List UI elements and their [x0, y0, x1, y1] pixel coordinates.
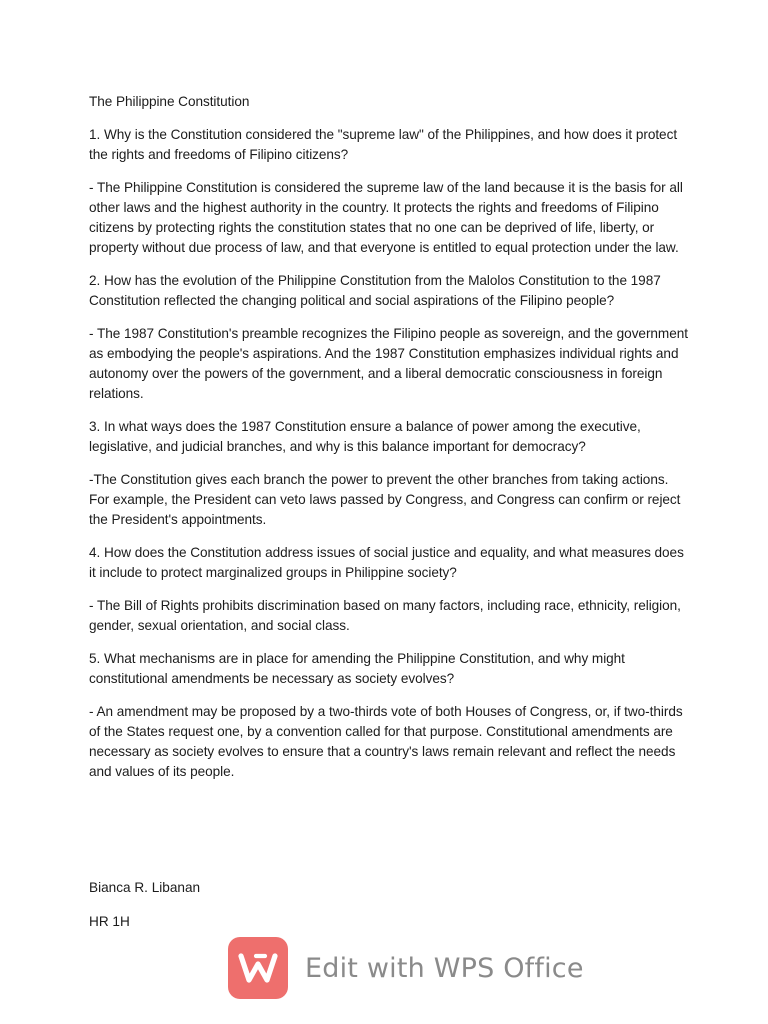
document-title: The Philippine Constitution [89, 94, 250, 109]
class-section: HR 1H [89, 914, 130, 929]
question-5: 5. What mechanisms are in place for amending the Philippine Constitution, and why might constitutional amendments be necessary as society evolves? [89, 651, 625, 686]
answer-5: - An amendment may be proposed by a two-thirds vote of both Houses of Congress, or, if two-thirds of the States request one, by a convention called for that purpose. Constitutional amendments are necessary as society evolves to ensure that a country's laws remain relevant and reflect the needs and values of its people. [89, 704, 683, 779]
answer-2: - The 1987 Constitution's preamble recognizes the Filipino people as sovereign, and the government as embodying the people's aspirations. And the 1987 Constitution emphasizes individual rights and autonomy over the powers of the government, and a liberal democratic consciousness in foreign relations. [89, 326, 688, 401]
question-2: 2. How has the evolution of the Philippine Constitution from the Malolos Constitution to the 1987 Constitution reflected the changing political and social aspirations of the Filipino people? [89, 273, 661, 308]
answer-4: - The Bill of Rights prohibits discrimination based on many factors, including race, ethnicity, religion, gender, sexual orientation, and social class. [89, 598, 681, 633]
question-4: 4. How does the Constitution address issues of social justice and equality, and what measures does it include to protect marginalized groups in Philippine society? [89, 545, 684, 580]
answer-3: -The Constitution gives each branch the power to prevent the other branches from taking actions. For example, the President can veto laws passed by Congress, and Congress can confirm or reject the President's appointments. [89, 472, 681, 527]
wps-w-glyph [238, 951, 278, 985]
author-name: Bianca R. Libanan [89, 880, 201, 895]
signature-block [89, 878, 200, 946]
answer-1: - The Philippine Constitution is considered the supreme law of the land because it is the basis for all other laws and the highest authority in the country. It protects the rights and freedoms of Filipino citizens by protecting rights the constitution states that no one can be deprived of life, liberty, or property without due process of law, and that everyone is entitled to equal protection under the law. [89, 180, 683, 255]
question-1: 1. Why is the Constitution considered the "supreme law" of the Philippines, and how does it protect the rights and freedoms of Filipino citizens? [89, 127, 678, 162]
document-body [89, 92, 689, 795]
question-3: 3. In what ways does the 1987 Constitution ensure a balance of power among the executive, legislative, and judicial branches, and why is this balance important for democracy? [89, 419, 641, 454]
wps-logo-icon[interactable] [228, 937, 288, 999]
edit-with-wps-banner[interactable] [228, 936, 584, 1000]
edit-with-wps-label[interactable]: Edit with WPS Office [305, 952, 584, 984]
